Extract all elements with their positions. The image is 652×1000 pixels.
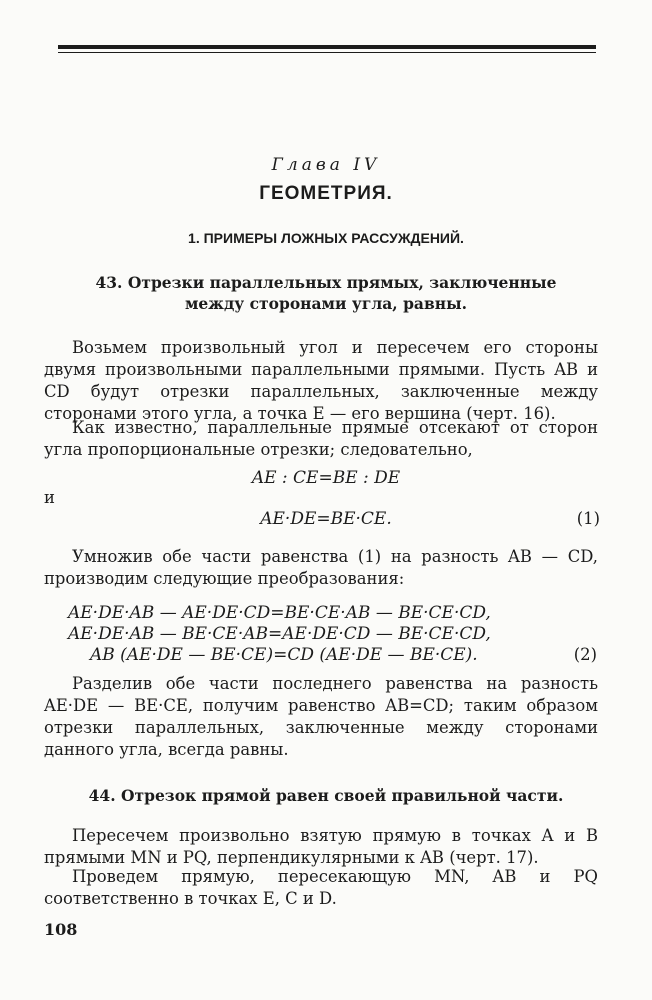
conjunction: и bbox=[44, 488, 55, 507]
heading-43-line2: между сторонами угла, равны. bbox=[184, 294, 468, 313]
paragraph-4: Разделив обе части последнего равенства на разность AE·DE — BE·CE, получим равенство AB=CD; таким образом отрезки параллельных, заключенные между сторонами данного угла, всегда равны. bbox=[44, 674, 598, 759]
equation-number-1: (1) bbox=[576, 509, 600, 528]
formula-transform-3: AB (AE·DE — BE·CE)=CD (AE·DE — BE·CE). bbox=[90, 645, 478, 665]
paragraph-2: Как известно, параллельные прямые отсекают от сторон угла пропорциональные отрезки; следовательно, bbox=[44, 418, 598, 459]
heading-44: 44. Отрезок прямой равен своей правильной части. bbox=[88, 786, 564, 805]
chapter-label: Глава IV bbox=[271, 155, 381, 175]
formula-transform-2: AE·DE·AB — BE·CE·AB=AE·DE·CD — BE·CE·CD, bbox=[68, 624, 491, 644]
formula-product: AE·DE=BE·CE. bbox=[260, 509, 392, 529]
page-number: 108 bbox=[44, 920, 78, 939]
paragraph-3: Умножив обе части равенства (1) на разность AB — CD, производим следующие преобразования: bbox=[44, 547, 598, 588]
chapter-title: ГЕОМЕТРИЯ. bbox=[259, 183, 393, 204]
formula-proportion: AE : CE=BE : DE bbox=[251, 468, 401, 488]
heading-43 bbox=[40, 272, 612, 314]
paragraph-6: Проведем прямую, пересекающую MN, AB и PQ соответственно в точках E, C и D. bbox=[44, 867, 598, 908]
paragraph-1: Возьмем произвольный угол и пересечем его стороны двумя произвольными параллельными прямыми. Пусть AB и CD будут отрезки параллельных, заключенные между сторонами этого угла, а точка E — его вершина (черт. 16). bbox=[44, 338, 598, 423]
heading-43-line1: 43. Отрезки параллельных прямых, заключенные bbox=[95, 273, 557, 292]
section-heading: 1. ПРИМЕРЫ ЛОЖНЫХ РАССУЖДЕНИЙ. bbox=[188, 230, 464, 246]
equation-number-2: (2) bbox=[573, 645, 597, 664]
top-rule-thick bbox=[58, 45, 596, 49]
paragraph-5: Пересечем произвольно взятую прямую в точках A и B прямыми MN и PQ, перпендикулярными к AB (черт. 17). bbox=[44, 826, 598, 867]
top-rule-thin bbox=[58, 52, 596, 53]
formula-transform-1: AE·DE·AB — AE·DE·CD=BE·CE·AB — BE·CE·CD, bbox=[68, 603, 491, 623]
